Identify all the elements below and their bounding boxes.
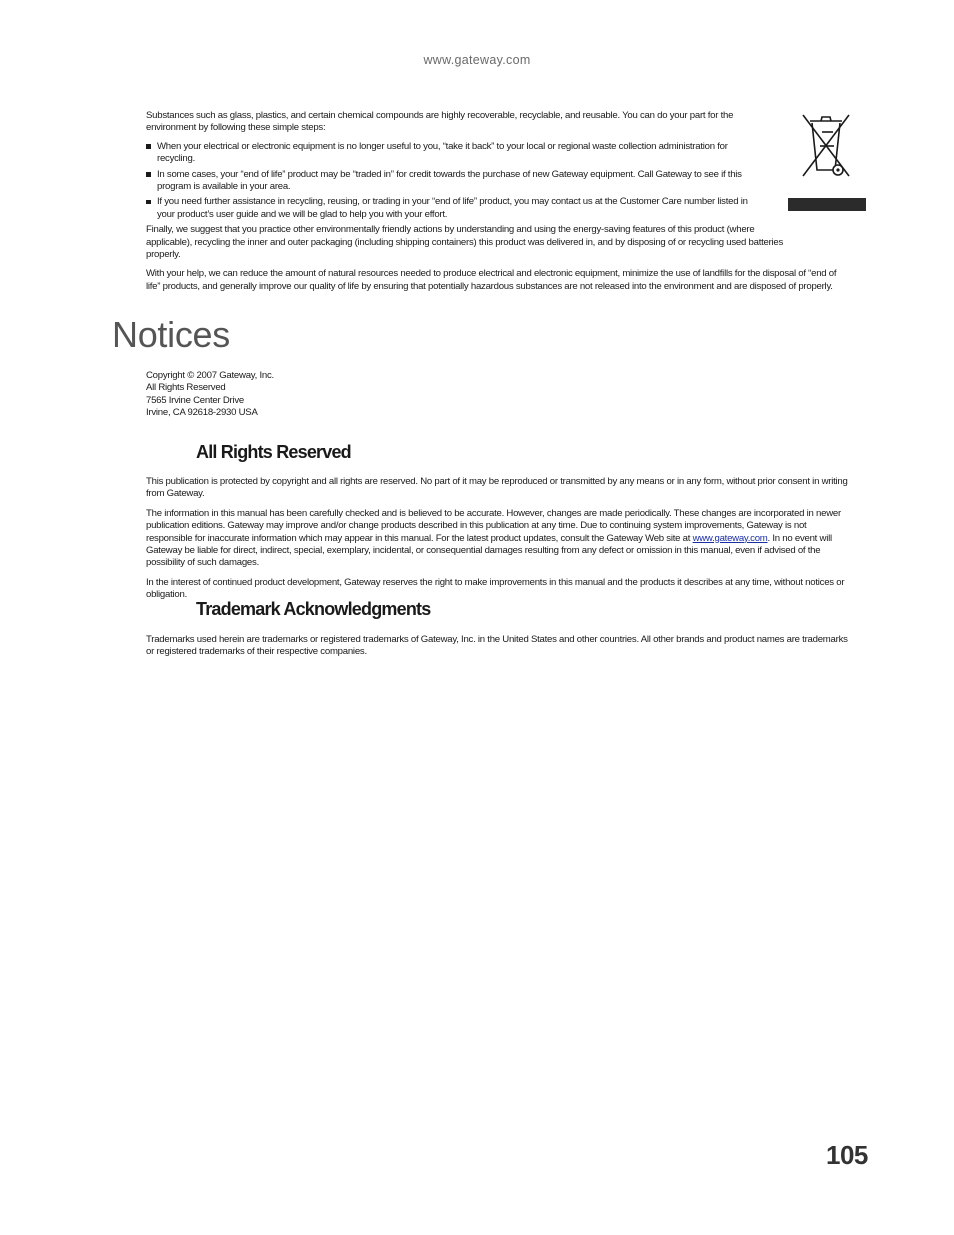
rights-paragraph-2: The information in this manual has been carefully checked and is believed to be accurate. However, changes are made periodically. These changes are incorporated in newer publication editions. Gateway may improve and/or change products described in this publication at any time. Due to continuing system improvements, Gateway is not responsible for inaccurate information which may appear in this manual. For the latest product updates, consult the Gateway Web site at www.gateway.com. In no event will Gateway be liable for direct, indirect, special, exemplary, incidental, or consequential damages resulting from any defect or omission in this manual, even if advised of the possibility of such damages. xyxy=(146,507,841,569)
address-line: Copyright © 2007 Gateway, Inc. xyxy=(146,370,274,381)
page-title: Notices xyxy=(112,314,230,355)
weee-symbol xyxy=(788,112,866,211)
trademark-paragraph: Trademarks used herein are trademarks or registered trademarks of Gateway, Inc. in the United States and other countries. All other brands and product names are trademarks or registered trademarks of their respective companies. xyxy=(146,634,848,658)
weee-bar xyxy=(788,198,866,211)
environment-finally: Finally, we suggest that you practice other environmentally friendly actions by understanding and using the energy-saving features of this product (where applicable), recycling the inner and outer packaging (including shipping containers) this product was delivered in, and by disposing of or recycling used batteries properly. xyxy=(146,224,784,261)
environment-section xyxy=(146,110,850,300)
address-line: All Rights Reserved xyxy=(146,382,226,394)
all-rights-reserved-heading: All Rights Reserved xyxy=(196,442,351,462)
trademark-section xyxy=(146,634,850,666)
gateway-website-link[interactable]: www.gateway.com xyxy=(692,532,768,544)
recycling-steps-list xyxy=(146,141,764,221)
list-item: If you need further assistance in recycling, reusing, or trading in your “end of life” product, you may contact us at the Customer Care number listed in your product’s user guide and we will be glad to help you with your effort. xyxy=(146,196,764,221)
header-url: www.gateway.com xyxy=(423,53,531,67)
list-item: In some cases, your “end of life” product may be “traded in” for credit towards the purchase of new Gateway equipment. Call Gateway to see if this program is available in your area. xyxy=(146,169,764,194)
trademark-heading: Trademark Acknowledgments xyxy=(196,599,431,619)
rights-paragraph-3: In the interest of continued product development, Gateway reserves the right to make improvements in this manual and the products it describes at any time, without notices or obligation. xyxy=(146,576,845,601)
address-line: Irvine, CA 92618-2930 USA xyxy=(146,406,258,418)
address-line: 7565 Irvine Center Drive xyxy=(146,394,244,406)
rights-paragraph-1: This publication is protected by copyright and all rights are reserved. No part of it may be reproduced or transmitted by any means or in any form, without prior consent in writing from Gateway. xyxy=(146,476,848,500)
copyright-address xyxy=(146,370,850,419)
environment-with-help: With your help, we can reduce the amount of natural resources needed to produce electrical and electronic equipment, minimize the use of landfills for the disposal of “end of life” products, and generally improve our quality of life by ensuring that potentially hazardous substances are not released into the environment and are disposed of properly. xyxy=(146,268,837,292)
list-item: When your electrical or electronic equipment is no longer useful to you, “take it back” to your local or regional waste collection administration for recycling. xyxy=(146,141,764,166)
crossed-out-wheelie-bin-icon xyxy=(800,112,852,180)
page-number: 105 xyxy=(826,1140,868,1170)
rights-section xyxy=(146,476,850,609)
environment-intro: Substances such as glass, plastics, and certain chemical compounds are highly recoverable, recyclable, and reusable. You can do your part for the environment by following these simple steps: xyxy=(146,110,734,134)
